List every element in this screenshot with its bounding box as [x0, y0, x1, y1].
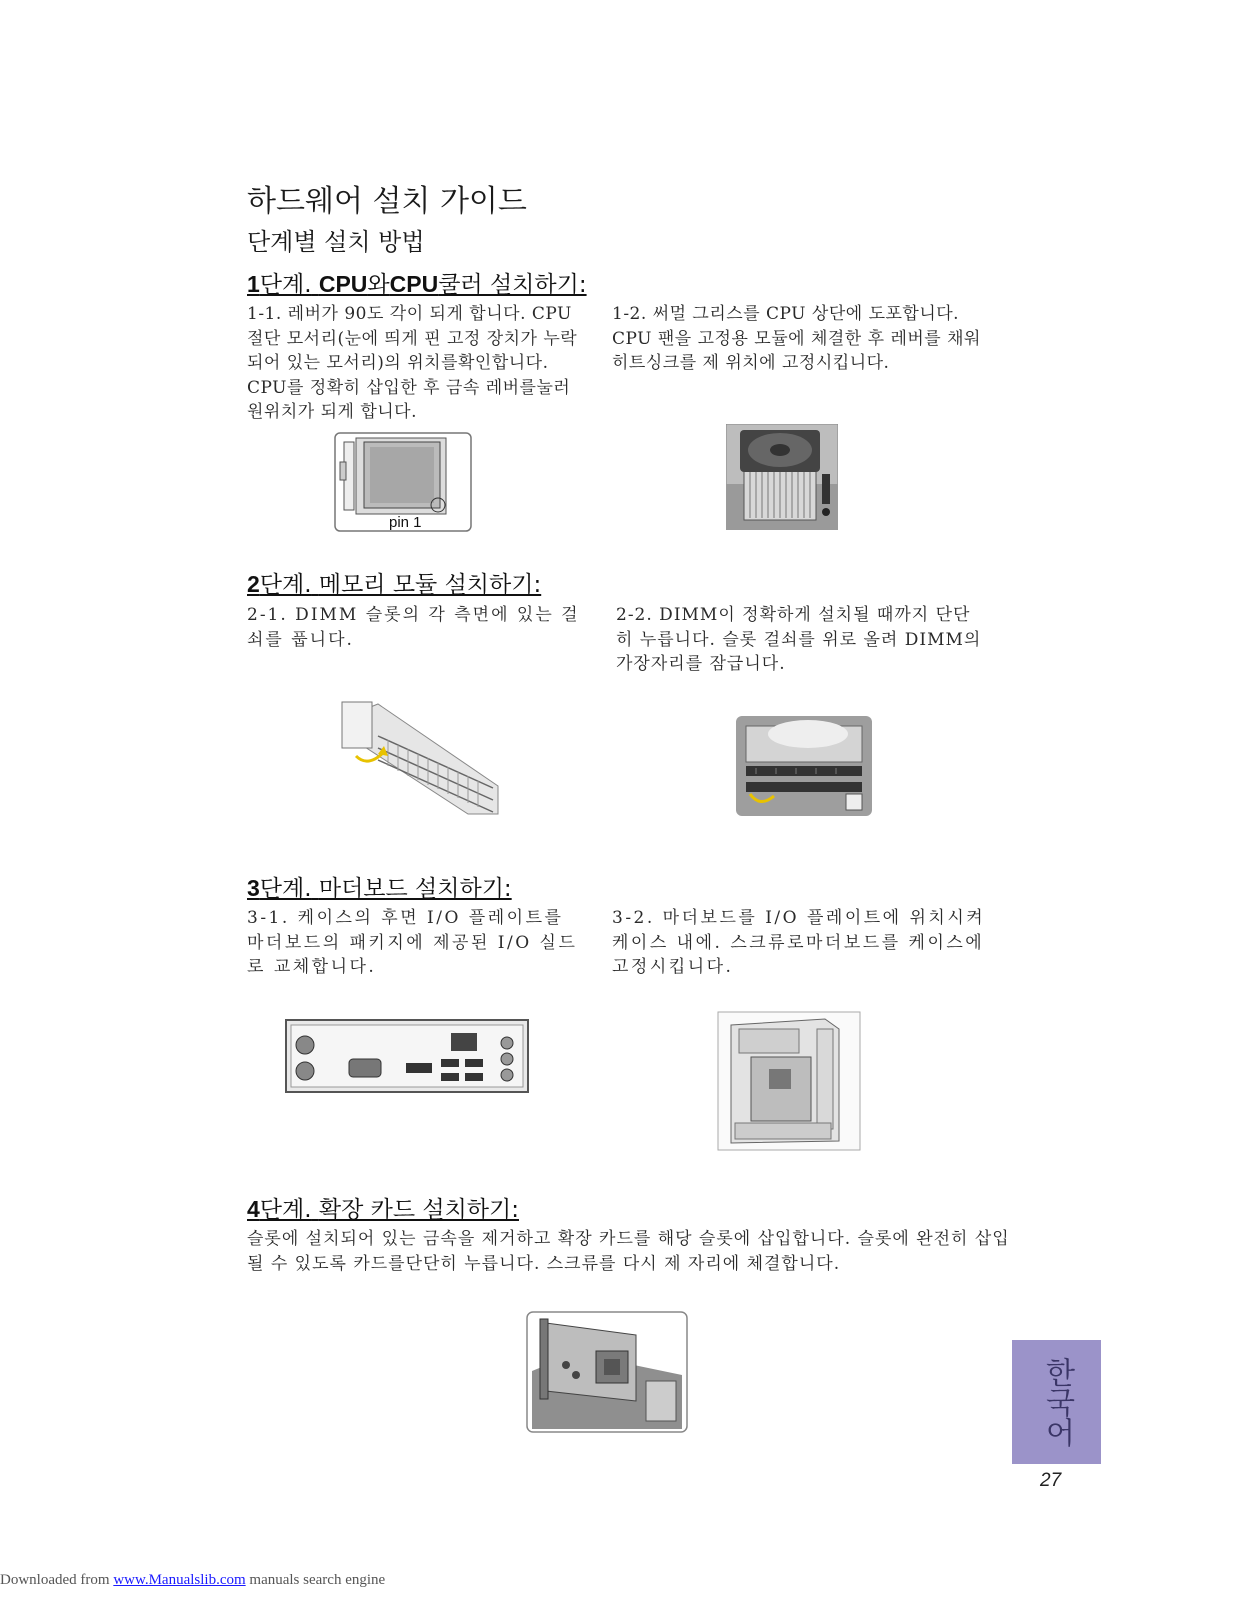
footer — [0, 1572, 385, 1589]
dimm-insert-figure — [736, 716, 872, 816]
dimm-slot-figure — [338, 696, 506, 820]
footer-prefix: Downloaded from — [0, 1572, 114, 1588]
step2-right-text: 2-2. DIMM이 정확하게 설치될 때까지 단단히 누릅니다. 슬롯 걸쇠를 위로 올려 DIMM의 가장자리를 잠급니다. — [616, 605, 982, 674]
step3-left-text: 3-1. 케이스의 후면 I/O 플레이트를 마더보드의 패키지에 제공된 I/O 실드로 교체합니다. — [247, 908, 578, 977]
step1-right-text: 1-2. 써멀 그리스를 CPU 상단에 도포합니다. CPU 팬을 고정용 모듈에 체결한 후 레버를 채워 히트싱크를 제 위치에 고정시킵니다. — [612, 304, 981, 373]
footer-link[interactable]: www.Manualslib.com — [113, 1572, 246, 1588]
case-figure — [717, 1011, 861, 1151]
step3-right-text: 3-2. 마더보드를 I/O 플레이트에 위치시켜 케이스 내에. 스크류로마더보드를 케이스에 고정시킵니다. — [612, 908, 986, 977]
step2-heading: 2단계. 메모리 모듈 설치하기: — [247, 571, 542, 598]
step4-text: 슬롯에 설치되어 있는 금속을 제거하고 확장 카드를 해당 슬롯에 삽입합니다. 슬롯에 완전히 삽입될 수 있도록 카드를단단히 누릅니다. 스크류를 다시 제 자리에 체결합니다. — [247, 1229, 1010, 1274]
page-subtitle: 단계별 설치 방법 — [247, 228, 425, 256]
step1-left-text: 1-1. 레버가 90도 각이 되게 합니다. CPU 절단 모서리(눈에 띄게 핀 고정 장치가 누락되어 있는 모서리)의 위치를확인합니다. CPU를 정확히 삽입한 후 금속 레버를눌러 원위치가 되게 합니다. — [247, 304, 578, 422]
page-number: 27 — [1040, 1470, 1062, 1491]
step4-heading: 4단계. 확장 카드 설치하기: — [247, 1196, 519, 1223]
step2-left-text: 2-1. DIMM 슬롯의 각 측면에 있는 걸쇠를 풉니다. — [247, 605, 580, 650]
language-tab — [1012, 1340, 1101, 1464]
step3-heading: 3단계. 마더보드 설치하기: — [247, 875, 512, 902]
language-tab-label: 한국어 — [1039, 1357, 1075, 1447]
expansion-card-figure — [526, 1311, 688, 1433]
pin1-label: pin 1 — [389, 514, 422, 531]
io-shield-figure — [285, 1019, 529, 1093]
step1-heading: 1단계. CPU와CPU쿨러 설치하기: — [247, 271, 587, 298]
page-title: 하드웨어 설치 가이드 — [247, 184, 527, 219]
footer-suffix: manuals search engine — [245, 1572, 386, 1588]
cpu-cooler-figure — [726, 424, 838, 530]
cpu-socket-figure — [334, 432, 472, 532]
